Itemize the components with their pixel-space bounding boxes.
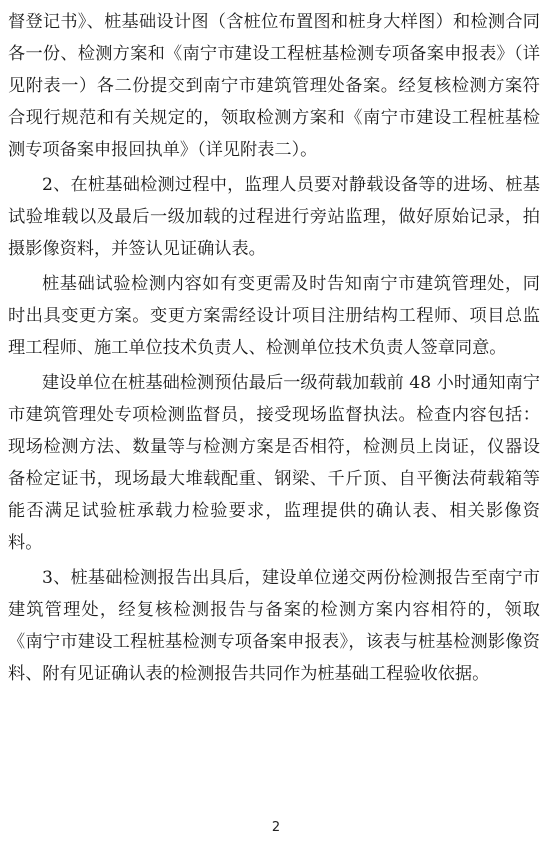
paragraph-48h-notification: 建设单位在桩基础检测预估最后一级荷载加载前 48 小时通知南宁市建筑管理处专项检测监督员，接受现场监督执法。检查内容包括：现场检测方法、数量等与检测方案是否相符，检测员上岗证，仪器设备检定证书，现场最大堆载配重、钢梁、千斤顶、自平衡法荷载箱等能否满足试验桩承载力检验要求，监理提供的确认表、相关影像资料。 — [8, 373, 540, 553]
page-number: 2 — [271, 820, 281, 835]
paragraph-change-plan: 桩基础试验检测内容如有变更需及时告知南宁市建筑管理处，同时出具变更方案。变更方案需经设计项目注册结构工程师、项目总监理工程师、施工单位技术负责人、检测单位技术负责人签章同意。 — [8, 274, 540, 358]
paragraph-submission-continued: 督登记书》、桩基础设计图（含桩位布置图和桩身大样图）和检测合同各一份、检测方案和《南宁市建设工程桩基检测专项备案申报表》（详见附表一）各二份提交到南宁市建筑管理处备案。经复核检测方案符合现行规范和有关规定的，领取检测方案和《南宁市建设工程桩基检测专项备案申报回执单》（详见附表二）。 — [8, 12, 540, 160]
paragraph-item-3-report: 3、桩基础检测报告出具后，建设单位递交两份检测报告至南宁市建筑管理处，经复核检测报告与备案的检测方案内容相符的，领取《南宁市建设工程桩基检测专项备案申报表》，该表与桩基检测影像资料、附有见证确认表的检测报告共同作为桩基础工程验收依据。 — [8, 568, 540, 684]
paragraph-item-2-supervision: 2、在桩基础检测过程中，监理人员要对静载设备等的进场、桩基试验堆载以及最后一级加载的过程进行旁站监理，做好原始记录，拍摄影像资料，并签认见证确认表。 — [8, 175, 540, 259]
document-body — [8, 6, 540, 690]
